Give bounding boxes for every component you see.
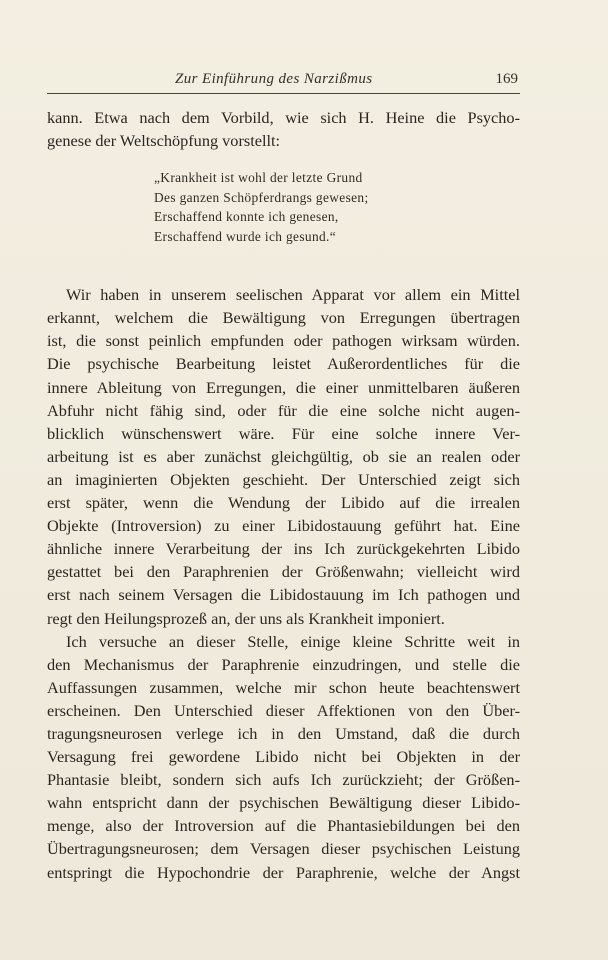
- text-line: menge, also der Introversion auf die Phantasiebildungen bei den: [47, 816, 520, 836]
- text-line: Objekte (Introversion) zu einer Libidostauung geführt hat. Eine: [47, 516, 520, 536]
- text-line: tragungsneurosen verlege ich in den Umstand, daß die durch: [47, 723, 520, 743]
- text-line: arbeitung ist es aber zunächst gleichgültig, ob sie an realen oder: [47, 446, 520, 466]
- text-line: Wir haben in unserem seelischen Apparat vor allem ein Mittel: [66, 285, 520, 305]
- text-line: erst nach seinem Versagen die Libidostauung im Ich pathogen und: [47, 585, 520, 605]
- running-header: [47, 71, 520, 94]
- text-line: regt den Heilungsprozeß an, der uns als Krankheit imponiert.: [47, 608, 445, 628]
- page-number: 169: [495, 71, 518, 87]
- poem-quotation: [154, 168, 484, 246]
- text-line: blicklich wünschenswert wäre. Für eine solche innere Ver-: [47, 423, 520, 443]
- text-line: ist, die sonst peinlich empfunden oder pathogen wirksam würden.: [47, 331, 520, 351]
- running-header-title: Zur Einführung des Narzißmus: [175, 71, 373, 87]
- text-line: entspringt die Hypochondrie der Paraphrenie, welche der Angst: [47, 862, 520, 882]
- text-line: wahn entspricht dann der psychischen Bewältigung dieser Libido-: [47, 793, 520, 813]
- paragraph-1: [47, 106, 520, 152]
- paragraph-3: [47, 630, 520, 884]
- text-line: Ich versuche an dieser Stelle, einige kleine Schritte weit in: [66, 631, 520, 651]
- text-line: erst später, wenn die Wendung der Libido auf die irrealen: [47, 493, 520, 513]
- text-line: Übertragungsneurosen; dem Versagen dieser psychischen Leistung: [47, 839, 520, 859]
- paragraph-2: [47, 283, 520, 629]
- text-line: gestattet bei den Paraphrenien der Größenwahn; vielleicht wird: [47, 562, 520, 582]
- poem-line: „Krankheit ist wohl der letzte Grund: [154, 170, 363, 186]
- text-line: erscheinen. Den Unterschied dieser Affektionen von den Über-: [47, 700, 520, 720]
- poem-line: Erschaffend wurde ich gesund.“: [154, 228, 337, 244]
- text-line: ähnliche innere Verarbeitung der ins Ich zurückgekehrten Libido: [47, 539, 520, 559]
- text-line: innere Ableitung von Erregungen, die einer unmittelbaren äußeren: [47, 377, 520, 397]
- text-line: Abfuhr nicht fähig sind, oder für die eine solche nicht augen-: [47, 400, 520, 420]
- text-line: Phantasie bleibt, sondern sich aufs Ich zurückzieht; der Größen-: [47, 770, 520, 790]
- text-line: erkannt, welchem die Bewältigung von Erregungen übertragen: [47, 308, 520, 328]
- poem-line: Des ganzen Schöpferdrangs gewesen;: [154, 189, 369, 205]
- text-line: Auffassungen zusammen, welche mir schon heute beachtenswert: [47, 677, 520, 697]
- text-line: Die psychische Bearbeitung leistet Außerordentliches für die: [47, 354, 520, 374]
- text-line: Versagung frei gewordene Libido nicht bei Objekten in der: [47, 747, 520, 767]
- text-line: kann. Etwa nach dem Vorbild, wie sich H. Heine die Psycho-: [47, 108, 520, 127]
- body-text: [47, 106, 520, 884]
- text-line: den Mechanismus der Paraphrenie einzudringen, und stelle die: [47, 654, 520, 674]
- poem-line: Erschaffend konnte ich genesen,: [154, 209, 339, 225]
- text-line: genese der Weltschöpfung vorstellt:: [47, 131, 281, 151]
- text-line: an imaginierten Objekten geschieht. Der Unterschied zeigt sich: [47, 469, 520, 489]
